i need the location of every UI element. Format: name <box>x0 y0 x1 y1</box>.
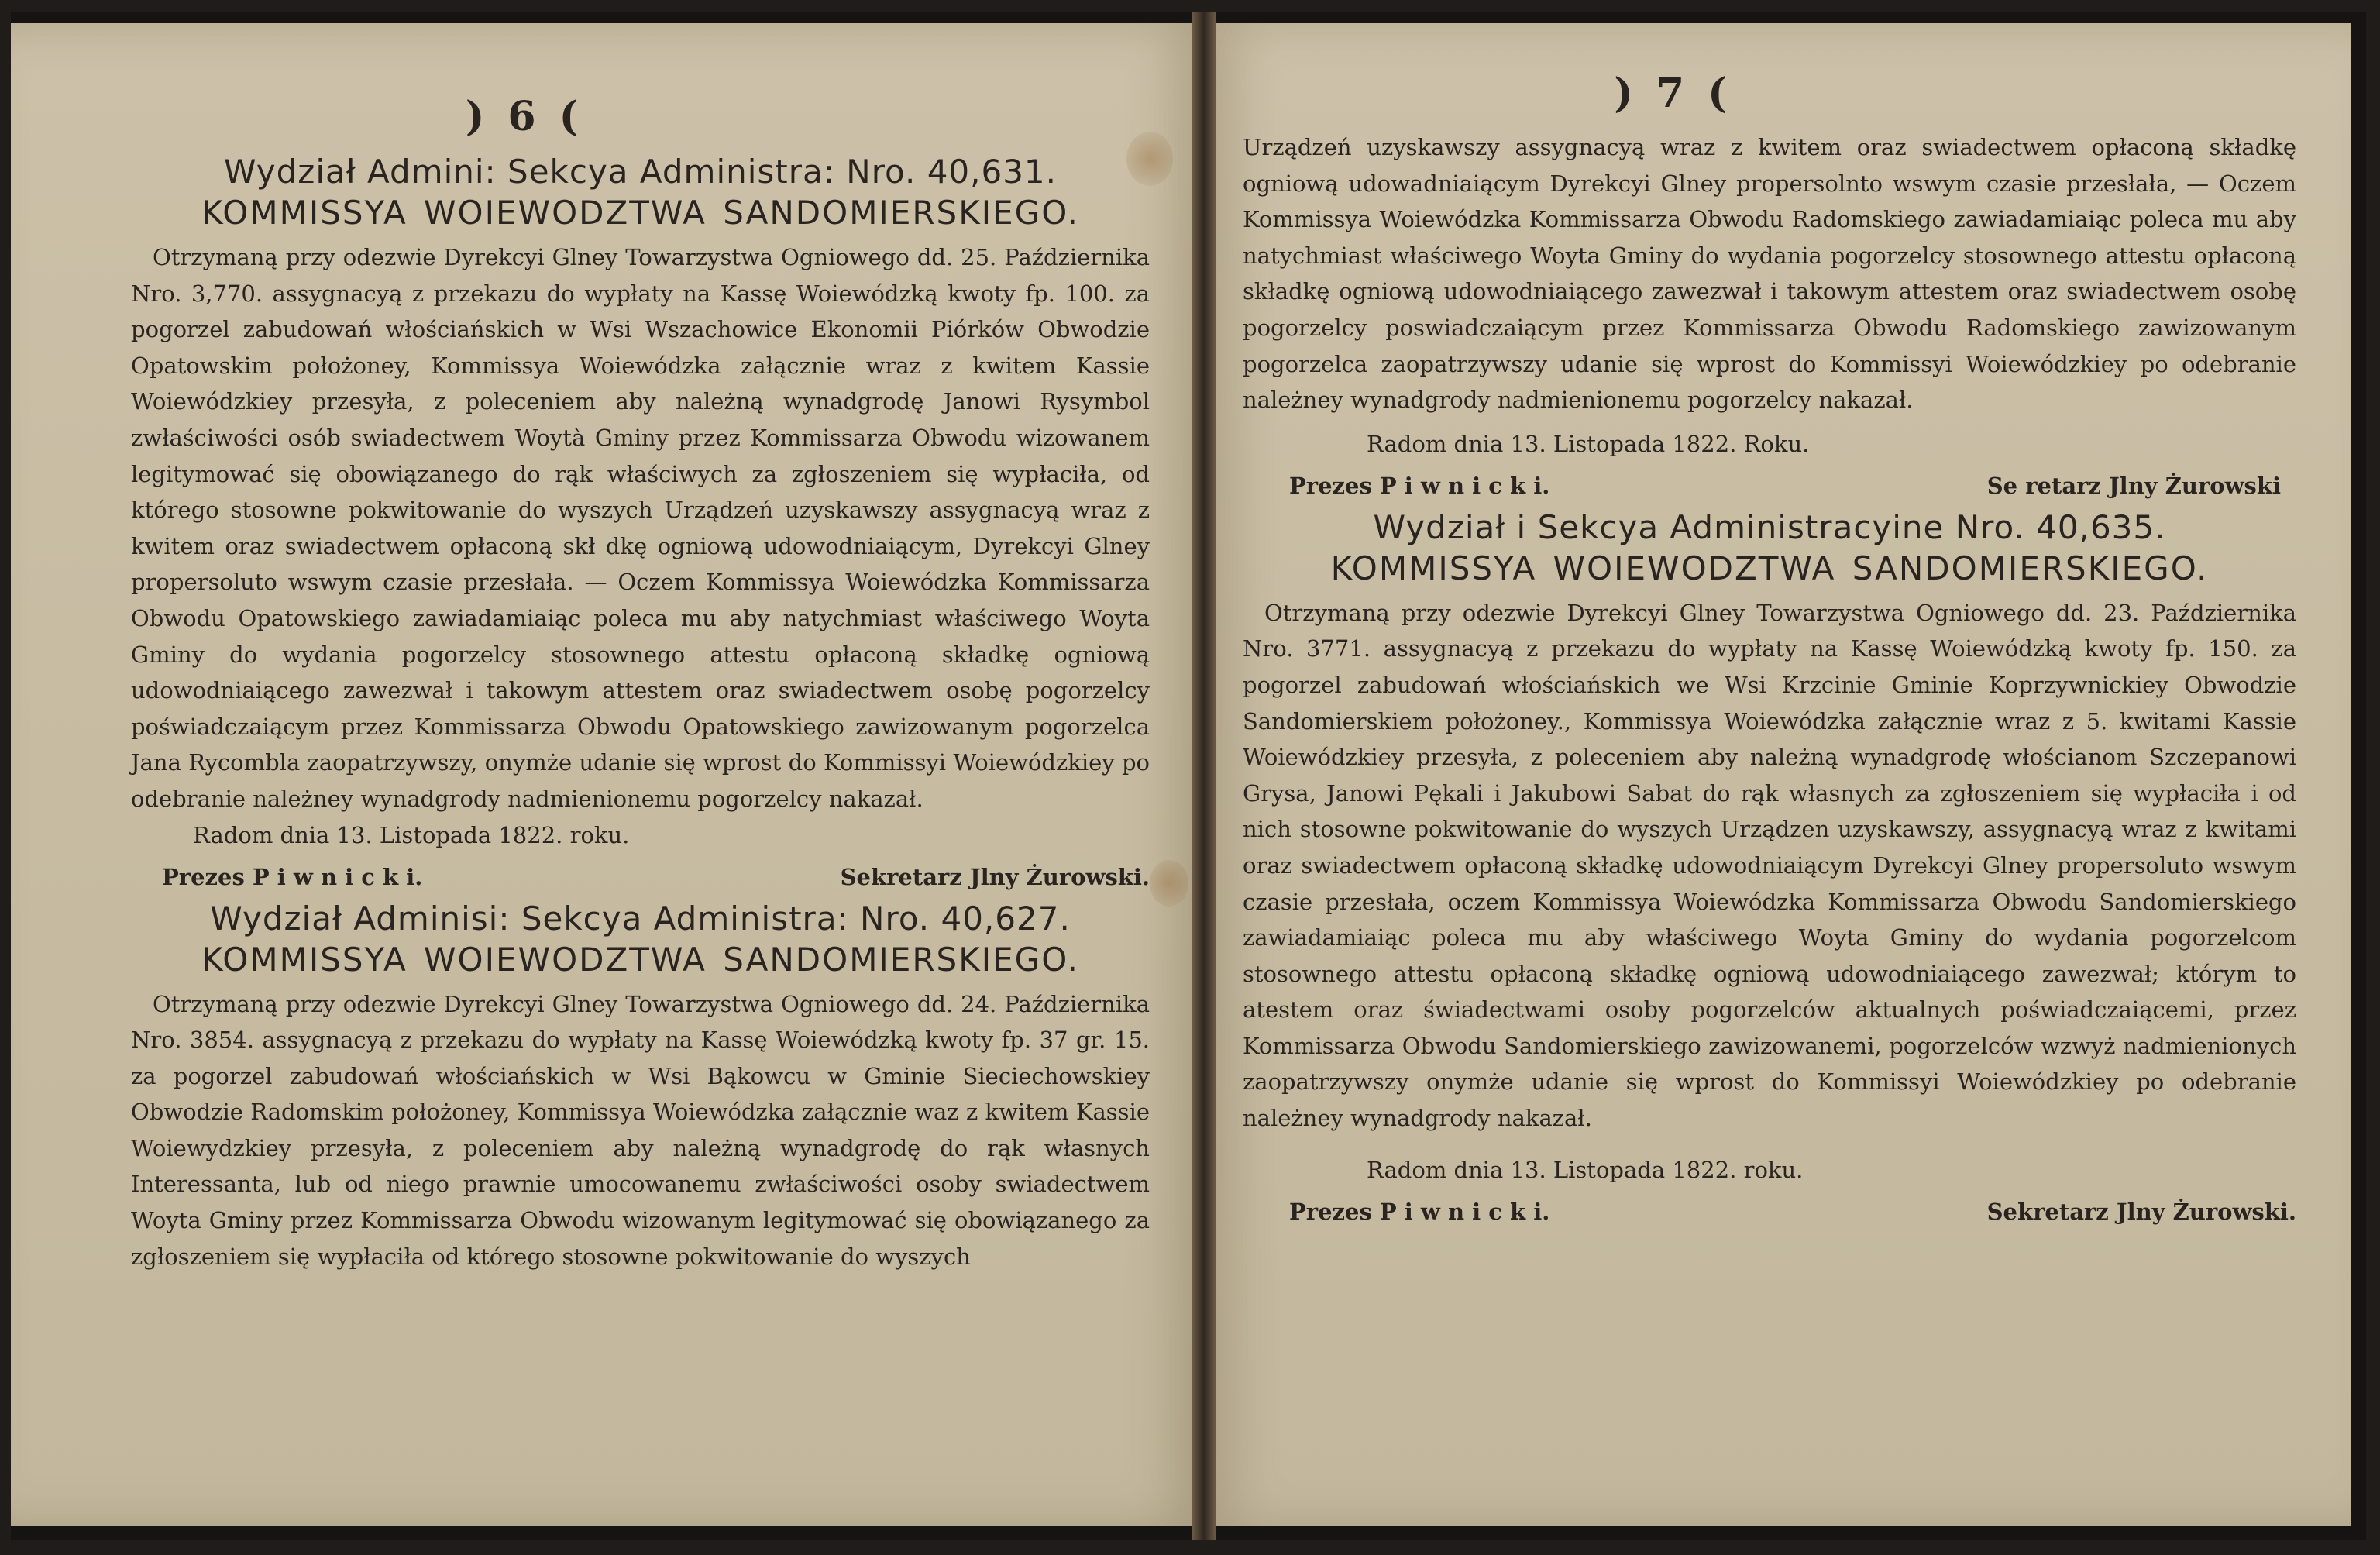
signature-block <box>1243 1188 2296 1230</box>
book-gutter <box>1192 12 1216 1540</box>
department-heading: Wydział Admini: Sekcya Administra: Nro. 40,631. <box>223 153 1058 191</box>
commission-heading: KOMMISSYA WOIEWODZTWA SANDOMIERSKIEGO. <box>201 194 1079 232</box>
notice-40635 <box>1243 508 2296 1230</box>
left-page <box>11 23 1204 1526</box>
notice-body: Otrzymaną przy odezwie Dyrekcyi Glney Towarzystwa Ogniowego dd. 23. Października Nro. 3771. assygnacyą z przekazu do wypłaty na Kassę Woiewódzką kwoty fp. 150. za pogorzel zabudowań włościańskich we Wsi Krzcinie Gminie Koprzywnickiey Obwodzie Sandomierskiem położoney., Kommissya Woiewódzka załącznie wraz z 5. kwitami Kassie Woiewódzkiey przesyła, z poleceniem aby należną wynadgrodę włościanom Szczepanowi Grysa, Janowi Pękali i Jakubowi Sabat do rąk własnych za zgłoszeniem się wypłaciła i od nich stosowne pokwitowanie do wyszych Urządzen uzyskawszy, assygnacyą wraz z kwitami oraz swiadectwem opłaconą składkę udowodniaiącym Dyrekcyi Glney propersoluto wswym czasie przesłała, oczem Kommissya Woiewódzka Kommissarza Obwodu Sandomierskiego zawiadamiaiąc poleca mu aby właściwego Woyta Gminy do wydania pogorzelcom stosownego attestu opłaconą składkę ogniową udowodniaiącego zawezwał; którym to atestem oraz świadectwami osoby pogorzelców aktualnych poświadczaiącemi, przez Kommissarza Obwodu Sandomierskiego zawizowanemi, pogorzelców wzwyż nadmienionych zaopatrzywszy onymże udanie się wprost do Kommissyi Woiewódzkiey po odebranie należney wynadgrody nakazał. <box>1243 599 2296 1132</box>
right-page <box>1204 23 2351 1526</box>
notice-40631 <box>131 153 1150 895</box>
president-signature: Prezes P i w n i c k i. <box>1289 472 1550 499</box>
commission-heading: KOMMISSYA WOIEWODZTWA SANDOMIERSKIEGO. <box>201 940 1079 979</box>
department-heading: Wydział i Sekcya Administracyine Nro. 40,635. <box>1373 507 2166 546</box>
continuation-body: Urządzeń uzyskawszy assygnacyą wraz z kwitem oraz swiadectwem opłaconą składkę ogniową udowadniaiącym Dyrekcyi Glney propersolnto wswym czasie przesłała, — Oczem Kommissya Woiewódzka Kommissarza Obwodu Radomskiego zawiadamiaiąc poleca mu aby natychmiast właściwego Woyta Gminy do wydania pogorzelcy stosownego attestu opłaconą składkę ogniową udowodniaiącego zawezwał i takowym attestem oraz swiadectwem osobę pogorzelcy poswiadczaiącym przez Kommissarza Obwodu Radomskiego zawizowanym pogorzelca zaopatrzywszy udanie się wprost do Kommissyi Woiewódzkiey po odebranie należney wynadgrody nadmienionemu pogorzelcy nakazał. <box>1243 134 2296 414</box>
notice-body: Otrzymaną przy odezwie Dyrekcyi Glney Towarzystwa Ogniowego dd. 24. Października Nro. 3854. assygnacyą z przekazu do wypłaty na Kassę Woiewódzką kwoty fp. 37 gr. 15. za pogorzel zabudowań włościańskich w Wsi Bąkowcu w Gminie Sieciechowskiey Obwodzie Radomskim położoney, Kommissya Woiewódzka załącznie waz z kwitem Kassie Woiewydzkiey przesyła, z poleceniem aby należną wynadgrodę do rąk własnych Interessanta, lub od niego prawnie umocowanemu zwłaściwości osoby swiadectwem Woyta Gminy przez Kommissarza Obwodu wizowanym legitymować się obowiązanego za zgłoszeniem się wypłaciła od którego stosowne pokwitowanie do wyszych <box>131 990 1150 1270</box>
secretary-signature: Sekretarz Jlny Żurowski. <box>840 863 1150 890</box>
page-number: ) 7 ( <box>1614 70 1732 117</box>
signature-block <box>1243 462 2296 504</box>
book-spread <box>11 12 2366 1540</box>
president-signature: Prezes P i w n i c k i. <box>162 863 423 890</box>
secretary-signature: Se retarz Jlny Żurowski <box>1986 472 2281 499</box>
notice-40627 <box>131 900 1150 1275</box>
paper-stain <box>1150 860 1188 907</box>
secretary-signature: Sekretarz Jlny Żurowski. <box>1986 1198 2296 1225</box>
paper-stain <box>1126 132 1173 186</box>
notice-date: Radom dnia 13. Listopada 1822. Roku. <box>1367 430 1810 457</box>
president-signature: Prezes P i w n i c k i. <box>1289 1198 1550 1225</box>
commission-heading: KOMMISSYA WOIEWODZTWA SANDOMIERSKIEGO. <box>1330 549 2209 587</box>
notice-date: Radom dnia 13. Listopada 1822. roku. <box>1367 1156 1804 1183</box>
notice-continuation <box>1243 129 2296 504</box>
department-heading: Wydział Adminisi: Sekcya Administra: Nro. 40,627. <box>210 899 1071 937</box>
signature-block <box>131 853 1150 895</box>
notice-date: Radom dnia 13. Listopada 1822. roku. <box>193 821 630 848</box>
page-number: ) 6 ( <box>465 93 583 140</box>
notice-body: Otrzymaną przy odezwie Dyrekcyi Glney Towarzystwa Ogniowego dd. 25. Października Nro. 3,770. assygnacyą z przekazu do wypłaty na Kassę Woiewódzką kwoty fp. 100. za pogorzel zabudowań włościańskich w Wsi Wszachowice Ekonomii Piórków Obwodzie Opatowskim położoney, Kommissya Woiewódzka załącznie wraz z kwitem Kassie Woiewódzkiey przesyła, z poleceniem aby należną wynadgrodę Janowi Rysymbol zwłaściwości osób swiadectwem Woytà Gminy przez Kommissarza Obwodu wizowanem legitymować się obowiązanego do rąk właściwych za zgłoszeniem się wypłaciła, od którego stosowne pokwitowanie do wyszych Urządzeń uzyskawszy assygnacyą wraz z kwitem oraz swiadectwem opłaconą skł dkę ogniową udowodniaiącym, Dyrekcyi Glney propersoluto wswym czasie przesłała. — Oczem Kommissya Woiewódzka Kommissarza Obwodu Opatowskiego zawiadamiaiąc poleca mu aby natychmiast właściwego Woyta Gminy do wydania pogorzelcy stosownego attestu opłaconą składkę ogniową udowodniaiącego zawezwał i takowym attestem oraz swiadectwem osobę pogorzelcy poświadczaiącym przez Kommissarza Obwodu Opatowskiego zawizowanym pogorzelca Jana Rycombla zaopatrzywszy, onymże udanie się wprost do Kommissyi Woiewódzkiey po odebranie należney wynadgrody nadmienionemu pogorzelcy nakazał. <box>131 244 1150 812</box>
